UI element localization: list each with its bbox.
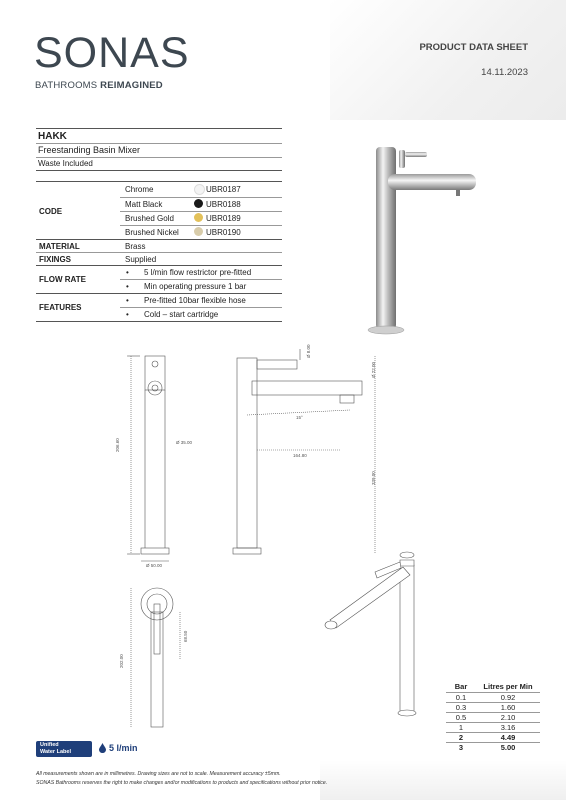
material-label: MATERIAL xyxy=(39,242,80,251)
flow-table-lpm: 5.00 xyxy=(500,743,516,752)
features-label: FEATURES xyxy=(39,303,82,312)
flow-table-bar: 0.3 xyxy=(455,703,467,712)
product-photo xyxy=(368,147,476,334)
dim-label: 339.00 xyxy=(371,471,376,485)
dim-label: Ø 22.00 xyxy=(371,361,376,378)
finish-brushed-nickel: Brushed Nickel xyxy=(125,228,179,237)
dim-label: 202.00 xyxy=(119,654,124,668)
flow-table-lpm: 2.10 xyxy=(500,713,516,722)
flow-table-header-bar: Bar xyxy=(454,682,468,691)
dim-label: 164.80 xyxy=(293,453,307,458)
fixings-value: Supplied xyxy=(125,255,157,264)
code-chrome: UBR0187 xyxy=(206,185,241,194)
code-matt-black: UBR0188 xyxy=(206,200,241,209)
fixings-label: FIXINGS xyxy=(39,255,72,264)
feature-item: • Pre-fitted 10bar flexible hose xyxy=(144,296,246,305)
finish-matt-black: Matt Black xyxy=(125,200,163,209)
product-waste: Waste Included xyxy=(38,159,93,168)
flow-rate-label: FLOW RATE xyxy=(39,275,86,284)
dim-label: 15° xyxy=(296,415,303,420)
flow-table-lpm: 1.60 xyxy=(500,703,516,712)
flow-table-lpm: 4.49 xyxy=(500,733,516,742)
flow-table-lpm: 3.16 xyxy=(500,723,516,732)
flow-item: • 5 l/min flow restrictor pre-fitted xyxy=(144,268,251,277)
flow-item: • Min operating pressure 1 bar xyxy=(144,282,246,291)
flow-table-lpm: 0.92 xyxy=(500,693,516,702)
flow-table-bar: 0.5 xyxy=(455,713,467,722)
finish-brushed-gold: Brushed Gold xyxy=(125,214,174,223)
footer-note: All measurements shown are in millimetres. Drawing sizes are not to scale. Measurement accuracy ±5mm. xyxy=(36,771,281,777)
sheet-date: 14.11.2023 xyxy=(481,67,528,78)
dim-label: Ø 50.00 xyxy=(146,563,163,568)
finish-chrome: Chrome xyxy=(125,185,154,194)
material-value: Brass xyxy=(125,242,146,251)
code-brushed-gold: UBR0189 xyxy=(206,214,241,223)
footer-disclaimer: SONAS Bathrooms reserves the right to make changes and/or modifications to products and specifications without prior notice. xyxy=(36,780,328,786)
product-type: Freestanding Basin Mixer xyxy=(38,145,141,155)
water-label-badge: Unified Water Label xyxy=(36,741,92,757)
flow-table-bar: 1 xyxy=(458,723,464,732)
side-view-drawing xyxy=(233,349,375,554)
flow-table-bar: 0.1 xyxy=(455,693,467,702)
brand-tagline: BATHROOMS REIMAGINED xyxy=(35,80,163,91)
water-label-rating: 5 l/min xyxy=(109,743,138,753)
brand-logo: SONAS xyxy=(34,29,190,77)
flow-table-bar: 3 xyxy=(458,743,464,752)
dim-label: Ø 35.00 xyxy=(176,440,193,445)
code-label: CODE xyxy=(39,207,63,216)
top-view-drawing xyxy=(131,588,180,727)
front-view-drawing xyxy=(127,356,169,561)
dim-label: Ø 8.00 xyxy=(306,344,311,358)
dim-label: 68.50 xyxy=(183,630,188,642)
perspective-drawing xyxy=(325,552,416,716)
code-brushed-nickel: UBR0190 xyxy=(206,228,241,237)
dim-label: 206.60 xyxy=(115,438,120,452)
water-drop-icon xyxy=(99,743,106,753)
product-name: HAKK xyxy=(38,131,67,142)
sheet-title: PRODUCT DATA SHEET xyxy=(419,42,528,53)
feature-item: • Cold – start cartridge xyxy=(144,310,218,319)
flow-table-header-lpm: Litres per Min xyxy=(483,682,533,691)
flow-table-bar: 2 xyxy=(458,733,464,742)
